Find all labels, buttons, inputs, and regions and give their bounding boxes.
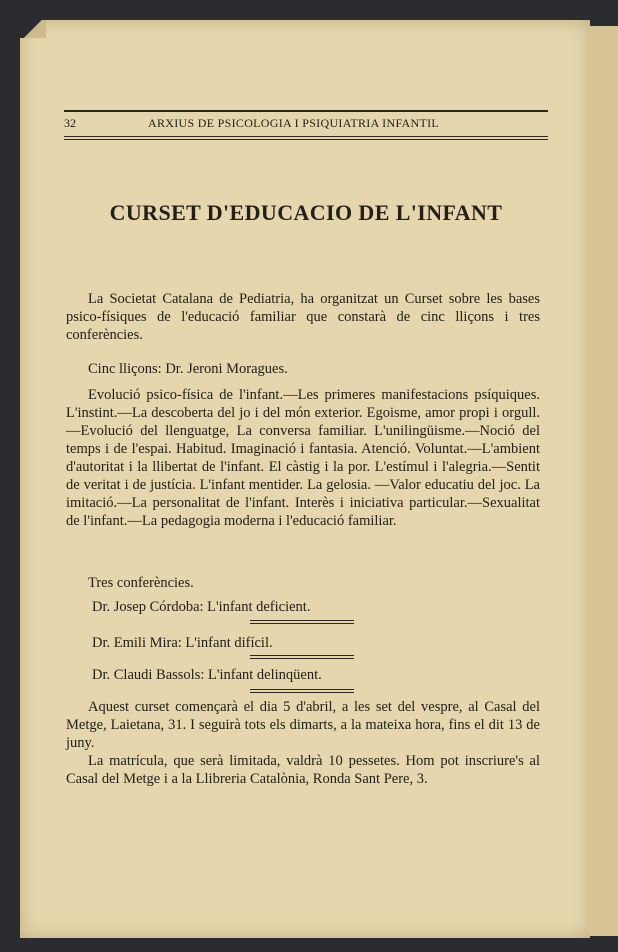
registration-paragraph: La matrícula, que serà limitada, valdrà 10 pessetes. Hom pot inscriure's al Casal del Metge i a la Llibreria Catalònia, Ronda Sant Pere, 3. [66, 753, 540, 787]
article-title: CURSET D'EDUCACIO DE L'INFANT [109, 200, 503, 225]
schedule-paragraph: Aquest curset començarà el dia 5 d'abril, a les set del vespre, al Casal del Metge, Laietana, 31. I seguirà tots els dimarts, a la mateixa hora, fins el dit 13 de juny. [66, 699, 540, 751]
lessons-body: Evolució psico-física de l'infant.—Les primeres manifestacions psíquiques. L'instint.—La descoberta del jo i del món exterior. Egoisme, amor propi i orgull.—Evolució del llenguatge, La conversa familiar. L'unilingüisme.—Noció del temps i de l'espai. Habitud. Imaginació i fantasia. Atenció. Voluntat.—L'ambient d'autoritat i la llibertat de l'infant. El càstig i la por. L'estímul i l'alegria.—Sentit de veritat i de justícia. L'infant mentider. La gelosia. —Valor educatiu del joc. La imitació.—La personalitat de l'infant. Interès i iniciativa particular.—Sexualitat de l'infant.—La pedagogia moderna i l'educació familiar. [66, 387, 540, 529]
conference-item: Dr. Josep Córdoba: L'infant deficient. [92, 599, 311, 615]
conference-item: Dr. Claudi Bassols: L'infant delinqüent. [92, 667, 322, 683]
conference-item: Dr. Emili Mira: L'infant difícil. [92, 635, 273, 651]
conferences-heading: Tres conferències. [88, 575, 194, 591]
page-number: 32 [64, 116, 76, 130]
lessons-heading: Cinc lliçons: Dr. Jeroni Moragues. [88, 361, 288, 377]
divider-rule [250, 655, 354, 659]
divider-rule [250, 620, 354, 624]
running-header [64, 110, 548, 137]
journal-running-title: ARXIUS DE PSICOLOGIA I PSIQUIATRIA INFANTIL [148, 116, 440, 130]
intro-paragraph: La Societat Catalana de Pediatria, ha organitzat un Curset sobre les bases psico-físiques de l'educació familiar que constarà de cinc lliçons i tres conferències. [66, 291, 540, 343]
folded-corner [20, 20, 46, 38]
divider-rule [250, 689, 354, 693]
